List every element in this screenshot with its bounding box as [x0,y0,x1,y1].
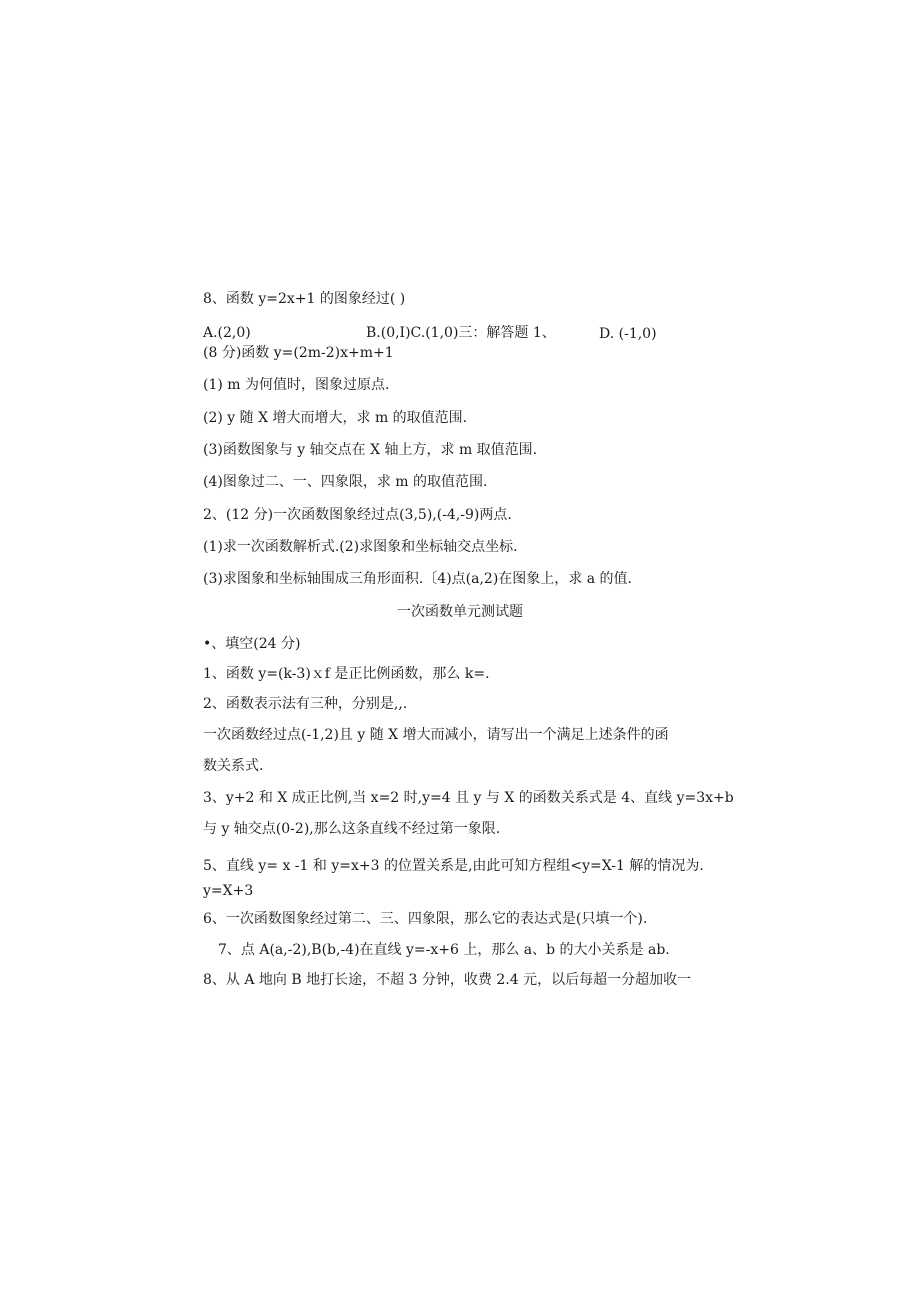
option-d: D. (-1,0) [599,326,657,342]
solve1-part1: (1) m 为何值时，图象过原点. [203,377,390,393]
option-b-c-and-section-heading: B.(0,I)C.(1,0)三：解答题 1、 [366,325,556,341]
fill-blank-section-heading: •、填空(24 分) [203,636,301,652]
solve1-part3: (3)函数图象与 y 轴交点在 X 轴上方，求 m 取值范围. [203,442,538,458]
fill-question-6: 6、一次函数图象经过第二、三、四象限，那么它的表达式是(只填一个). [203,911,648,927]
solve1-part4: (4)图象过二、一、四象限，求 m 的取值范围. [203,474,488,490]
solve1-part2: (2) y 随 X 增大而增大，求 m 的取值范围. [203,410,468,426]
solve2-intro: 2、(12 分)一次函数图象经过点(3,5),(-4,-9)两点. [203,507,512,523]
option-a: A.(2,0) [203,325,251,341]
fill-question-2b-line1: 一次函数经过点(-1,2)且 y 随 X 增大而减小，请写出一个满足上述条件的函 [203,727,669,743]
fill-question-2: 2、函数表示法有三种，分别是,,. [203,696,408,712]
fill-question-3-line1: 3、y+2 和 X 成正比例,当 x=2 时,y=4 且 y 与 X 的函数关系式是 4、直线 y=3x+b [203,790,734,806]
fill-question-5-line1: 5、直线 y= x -1 和 y=x+3 的位置关系是,由此可知方程组<y=X-1 解的情况为. [203,858,704,874]
test-title: 一次函数单元测试题 [397,604,523,620]
fill-question-5-line2: y=X+3 [203,883,254,899]
question-8-stem: 8、函数 y=2x+1 的图象经过( ) [203,291,406,307]
fill-question-7: 7、点 A(a,-2),B(b,-4)在直线 y=-x+6 上，那么 a、b 的大小关系是 ab. [218,942,670,958]
solve2-part1-2: (1)求一次函数解析式.(2)求图象和坐标轴交点坐标. [203,539,518,555]
fill-question-8: 8、从 A 地向 B 地打长途，不超 3 分钟，收费 2.4 元，以后每超一分超加收一 [203,972,692,988]
fill-question-2b-line2: 数关系式. [203,758,264,774]
solve1-intro: (8 分)函数 y=(2m-2)x+m+1 [203,345,394,361]
fill-question-1: 1、函数 y=(k-3)ｘf 是正比例函数，那么 k=. [203,666,490,682]
solve2-part3-4: (3)求图象和坐标轴围成三角形面积.〔4)点(a,2)在图象上，求 a 的值. [203,571,632,587]
fill-question-3-line2: 与 y 轴交点(0-2),那么这条直线不经过第一象限. [203,821,501,837]
